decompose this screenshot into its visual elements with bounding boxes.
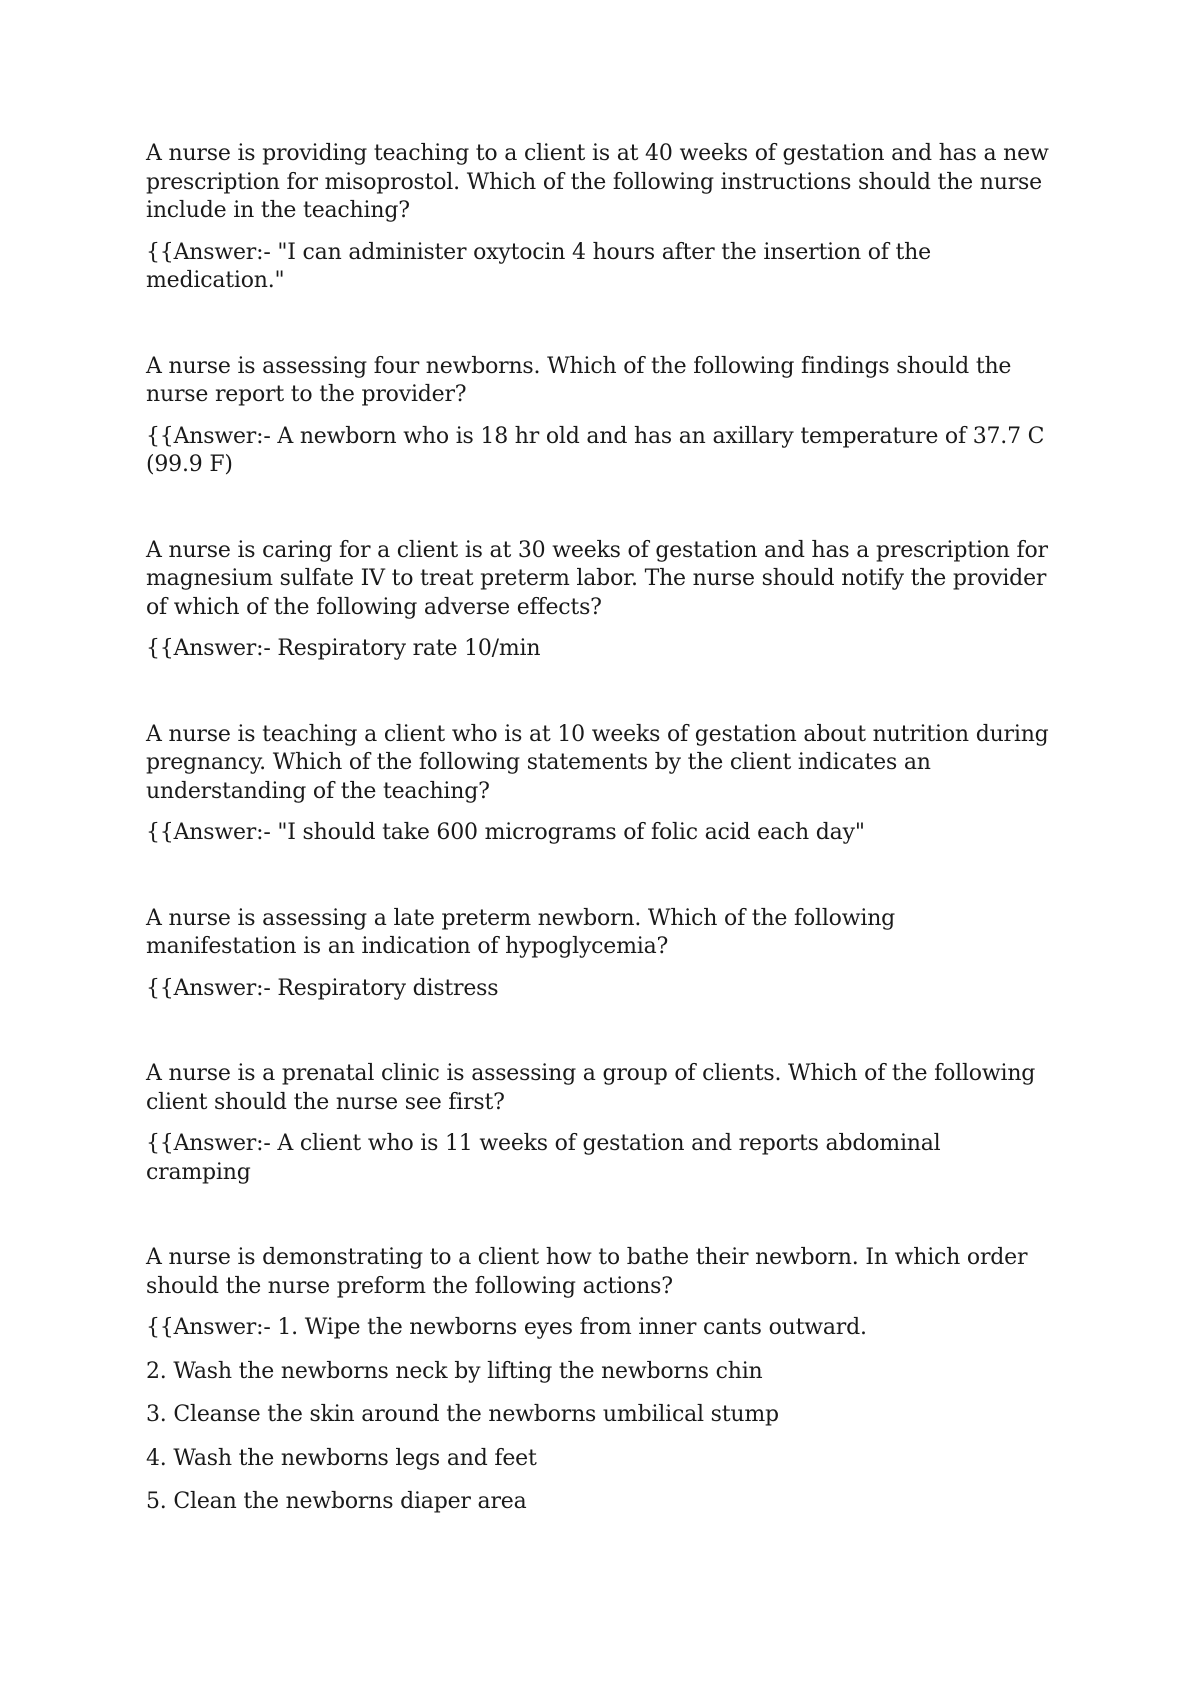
answer-step: 5. Clean the newborns diaper area [146, 1489, 527, 1514]
answer-step: 4. Wash the newborns legs and feet [146, 1445, 537, 1471]
answer-text: {{Answer:- Respiratory rate 10/min [146, 636, 541, 661]
answer-text: {{Answer:- "I can administer oxytocin 4 hours after the insertion of the medication." [146, 239, 931, 293]
answer-step: 3. Cleanse the skin around the newborns umbilical stump [146, 1402, 779, 1427]
question-text: A nurse is demonstrating to a client how to bathe their newborn. In which order should the nurse preform the following actions? [146, 1245, 1028, 1299]
question-text: A nurse is caring for a client is at 30 weeks of gestation and has a prescription for magnesium sulfate IV to treat preterm labor. The nurse should notify the provider of which of the following adverse effects? [146, 537, 1048, 620]
answer-text: {{Answer:- Respiratory distress [146, 975, 499, 1001]
qa-item [146, 905, 1051, 1004]
answer-text: {{Answer:- "I should take 600 micrograms of folic acid each day" [146, 820, 865, 845]
qa-item [146, 1060, 1051, 1187]
question-text: A nurse is teaching a client who is at 10 weeks of gestation about nutrition during pregnancy. Which of the following statements by the client indicates an understanding of the teaching? [146, 721, 1049, 804]
qa-item [146, 1244, 1051, 1517]
question-text: A nurse is providing teaching to a client is at 40 weeks of gestation and has a new prescription for misoprostol. Which of the following instructions should the nurse include in the teaching? [146, 141, 1049, 223]
qa-item [146, 721, 1051, 848]
question-text: A nurse is a prenatal clinic is assessing a group of clients. Which of the following client should the nurse see first? [146, 1061, 1036, 1115]
qa-item [146, 140, 1051, 296]
qa-item [146, 537, 1051, 664]
question-text: A nurse is assessing four newborns. Which of the following findings should the nurse report to the provider? [146, 353, 1012, 407]
question-text: A nurse is assessing a late preterm newborn. Which of the following manifestation is an indication of hypoglycemia? [146, 905, 896, 959]
answer-text: {{Answer:- A newborn who is 18 hr old and has an axillary temperature of 37.7 C (99.9 F) [146, 423, 1045, 477]
answer-step: 2. Wash the newborns neck by lifting the newborns chin [146, 1358, 763, 1384]
answer-text: {{Answer:- A client who is 11 weeks of gestation and reports abdominal cramping [146, 1131, 941, 1185]
answer-text: {{Answer:- 1. Wipe the newborns eyes from inner cants outward. [146, 1315, 867, 1340]
qa-item [146, 353, 1051, 480]
document-page [146, 140, 1051, 1574]
